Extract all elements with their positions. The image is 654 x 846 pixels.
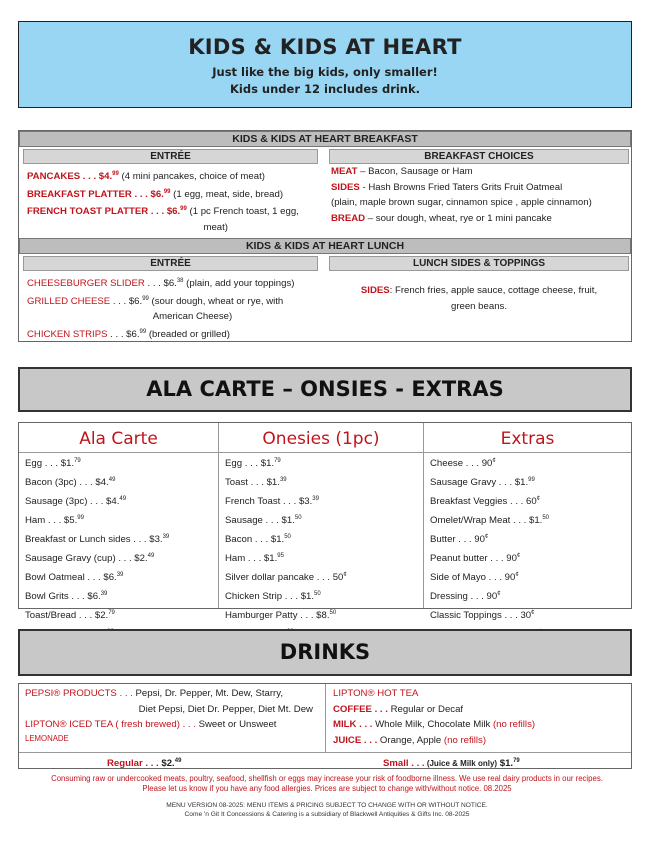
- ala-carte-col: [19, 423, 219, 621]
- breakfast-bar: KIDS & KIDS AT HEART BREAKFAST: [19, 131, 631, 147]
- ala-carte-item: Bacon (3pc) . . . $4.49: [25, 477, 116, 488]
- chicken-strips-item: CHICKEN STRIPS . . . $6.99 (breaded or grilled): [27, 328, 230, 340]
- onesies-item: Toast . . . $1.39: [225, 477, 287, 488]
- kids-subtitle-1: Just like the big kids, only smaller!: [212, 65, 438, 79]
- drinks-right-col: [329, 684, 629, 748]
- ala-carte-item: Ham . . . $5.99: [25, 515, 84, 526]
- ala-carte-item: Sausage (3pc) . . . $4.49: [25, 496, 127, 507]
- ala-carte-item: Bowl Grits . . . $6.39: [25, 591, 108, 602]
- ala-carte-item: Breakfast or Lunch sides . . . $3.39: [25, 534, 170, 545]
- breakfast-platter-item: BREAKFAST PLATTER . . . $6.99 (1 egg, meat, side, bread): [27, 188, 284, 200]
- diet-products: Diet Pepsi, Diet Dr. Pepper, Diet Mt. Dew: [138, 703, 313, 715]
- grilled-cheese-desc-2: American Cheese): [152, 311, 233, 322]
- drinks-price-row: [19, 752, 631, 769]
- oatmeal-options: (plain, maple brown sugar, cinnamon spice , apple cinnamon): [331, 197, 592, 208]
- breakfast-entree-head: ENTRÉE: [23, 149, 318, 164]
- extras-item: Peanut butter . . . 90¢: [430, 553, 521, 564]
- lunch-sides-text-2: green beans.: [450, 300, 507, 312]
- company-note: Come 'n Git It Concessions & Catering is a subsidiary of Blackwell Antiquities & Gifts Inc. 08-2025: [184, 811, 470, 818]
- sides-choice: SIDES - Hash Browns Fried Taters Grits Fruit Oatmeal: [331, 181, 563, 193]
- breakfast-choices-col: [329, 149, 629, 226]
- extras-item: Breakfast Veggies . . . 60¢: [430, 496, 541, 507]
- meat-choice: MEAT – Bacon, Sausage or Ham: [331, 166, 473, 177]
- cheeseburger-slider-item: CHEESEBURGER SLIDER . . . $6.38 (plain, add your toppings): [27, 278, 295, 289]
- footer: [10, 774, 644, 819]
- breakfast-choices-head: BREAKFAST CHOICES: [329, 149, 629, 164]
- onesies-item: Hamburger Patty . . . $8.50: [225, 610, 337, 621]
- kids-subtitle-2: Kids under 12 includes drink.: [229, 82, 421, 96]
- kids-menu-box: [18, 130, 632, 342]
- onesies-item: Ham . . . $1.95: [225, 553, 284, 564]
- lunch-sides-head: LUNCH SIDES & TOPPINGS: [329, 256, 629, 271]
- lipton-hot-tea: LIPTON® HOT TEA: [333, 688, 419, 699]
- milk-item: MILK . . . Whole Milk, Chocolate Milk (no refills): [333, 719, 536, 730]
- ala-carte-item: Toast/Bread . . . $2.79: [25, 610, 115, 621]
- regular-price: Regular . . . $2.49: [107, 758, 182, 769]
- kids-header-banner: [18, 21, 632, 108]
- small-price: Small . . . (Juice & Milk only) $1.79: [383, 758, 520, 769]
- lunch-bar: KIDS & KIDS AT HEART LUNCH: [19, 238, 631, 254]
- french-toast-platter-item: FRENCH TOAST PLATTER . . . $6.99 (1 pc French toast, 1 egg,: [27, 206, 299, 217]
- ala-carte-item: Egg . . . $1.79: [25, 458, 81, 469]
- pancakes-item: PANCAKES . . . $4.99 (4 mini pancakes, choice of meat): [27, 171, 265, 182]
- lemonade-label: LEMONADE: [25, 733, 69, 743]
- coffee-item: COFFEE . . . Regular or Decaf: [333, 703, 464, 715]
- ala-carte-head: Ala Carte: [79, 429, 158, 449]
- onesies-item: Silver dollar pancake . . . 50¢: [225, 572, 347, 583]
- extras-item: Sausage Gravy . . . $1.99: [430, 477, 535, 488]
- onesies-head: Onesies (1pc): [262, 429, 380, 449]
- extras-head: Extras: [500, 429, 555, 449]
- lipton-iced-tea: LIPTON® ICED TEA ( fresh brewed) . . . Sweet or Unsweet: [25, 719, 277, 730]
- pepsi-products: PEPSI® PRODUCTS . . . Pepsi, Dr. Pepper, Mt. Dew, Starry,: [25, 688, 284, 699]
- onesies-item: Bacon . . . $1.50: [225, 534, 291, 545]
- extras-item: Cheese . . . 90¢: [430, 458, 496, 469]
- grilled-cheese-item: GRILLED CHEESE . . . $6.99 (sour dough, wheat or rye, with: [27, 295, 284, 307]
- ala-carte-item: Bowl Oatmeal . . . $6.39: [25, 572, 124, 583]
- allergy-note: Please let us know if you have any food allergies. Prices are subject to change with/without notice. 08.2025: [142, 784, 512, 793]
- onesies-item: Egg . . . $1.79: [225, 458, 281, 469]
- breakfast-entree-col: [23, 149, 318, 235]
- lunch-entree-col: [23, 256, 318, 342]
- onesies-item: French Toast . . . $3.39: [225, 496, 319, 507]
- extras-item: Dressing . . . 90¢: [430, 591, 501, 602]
- extras-col: [424, 423, 631, 621]
- juice-item: JUICE . . . Orange, Apple (no refills): [333, 734, 487, 746]
- onesies-item: Sausage . . . $1.50: [225, 515, 302, 526]
- food-warning: Consuming raw or undercooked meats, poultry, seafood, shellfish or eggs may increase your risk of foodborne illness. We use real dairy products in our recipes.: [51, 774, 603, 783]
- onesies-col: [219, 423, 424, 621]
- extras-item: Classic Toppings . . . 30¢: [430, 610, 535, 621]
- bread-choice: BREAD – sour dough, wheat, rye or 1 mini pancake: [331, 212, 552, 224]
- drinks-bar: DRINKS: [18, 629, 632, 676]
- extras-item: Omelet/Wrap Meat . . . $1.50: [430, 515, 550, 526]
- drinks-box: [18, 683, 632, 769]
- extras-item: Side of Mayo . . . 90¢: [430, 572, 519, 583]
- lunch-entree-head: ENTRÉE: [23, 256, 318, 271]
- lunch-sides-text: SIDES: French fries, apple sauce, cottage cheese, fruit,: [360, 285, 598, 296]
- ala-carte-table: [18, 422, 632, 621]
- kids-title: KIDS & KIDS AT HEART: [188, 35, 462, 59]
- ala-carte-bar: ALA CARTE – ONSIES - EXTRAS: [18, 367, 632, 412]
- ala-carte-item: Sausage Gravy (cup) . . . $2.49: [25, 553, 155, 564]
- menu-version: MENU VERSION 08-2025: MENU ITEMS & PRICING SUBJECT TO CHANGE WITH OR WITHOUT NOTICE.: [166, 802, 488, 809]
- lunch-sides-col: [329, 256, 629, 314]
- drinks-left-col: [19, 684, 326, 752]
- onesies-item: Chicken Strip . . . $1.50: [225, 591, 321, 602]
- extras-item: Butter . . . 90¢: [430, 534, 489, 545]
- french-toast-desc-2: meat): [203, 221, 228, 233]
